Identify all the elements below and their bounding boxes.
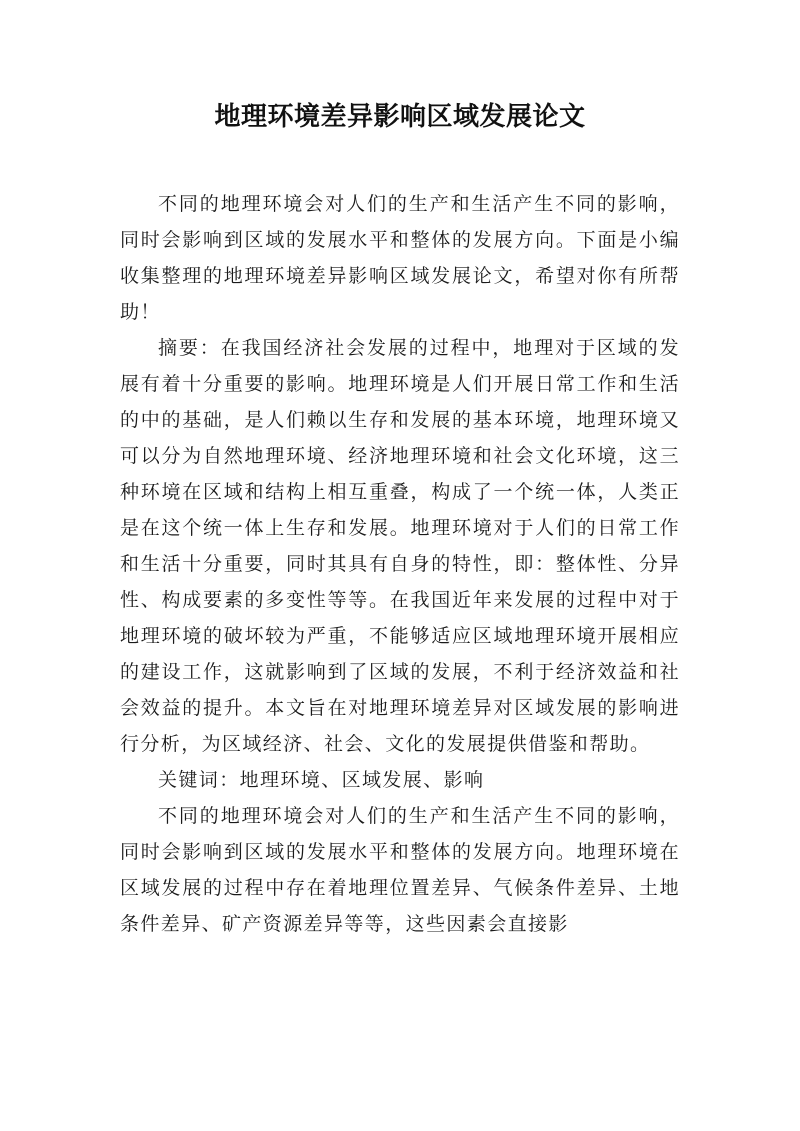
document-title: 地理环境差异影响区域发展论文 <box>214 102 586 132</box>
body-paragraph: 不同的地理环境会对人们的生产和生活产生不同的影响，同时会影响到区域的发展水平和整体的发展方向。地理环境在区域发展的过程中存在着地理位置差异、气候条件差异、土地条件差异、矿产资源差异等等，这些因素会直接影 <box>120 805 680 935</box>
abstract-paragraph: 摘要：在我国经济社会发展的过程中，地理对于区域的发展有着十分重要的影响。地理环境是人们开展日常工作和生活的中的基础，是人们赖以生存和发展的基本环境，地理环境又可以分为自然地理环境、经济地理环境和社会文化环境，这三种环境在区域和结构上相互重叠，构成了一个统一体，人类正是在这个统一体上生存和发展。地理环境对于人们的日常工作和生活十分重要，同时其具有自身的特性，即：整体性、分异性、构成要素的多变性等等。在我国近年来发展的过程中对于地理环境的破坏较为严重，不能够适应区域地理环境开展相应的建设工作，这就影响到了区域的发展，不利于经济效益和社会效益的提升。本文旨在对地理环境差异对区域发展的影响进行分析，为区域经济、社会、文化的发展提供借鉴和帮助。 <box>120 337 680 755</box>
intro-paragraph: 不同的地理环境会对人们的生产和生活产生不同的影响，同时会影响到区域的发展水平和整体的发展方向。下面是小编收集整理的地理环境差异影响区域发展论文，希望对你有所帮助！ <box>120 193 680 323</box>
keywords-paragraph: 关键词：地理环境、区域发展、影响 <box>158 769 485 791</box>
document-body <box>120 186 680 942</box>
